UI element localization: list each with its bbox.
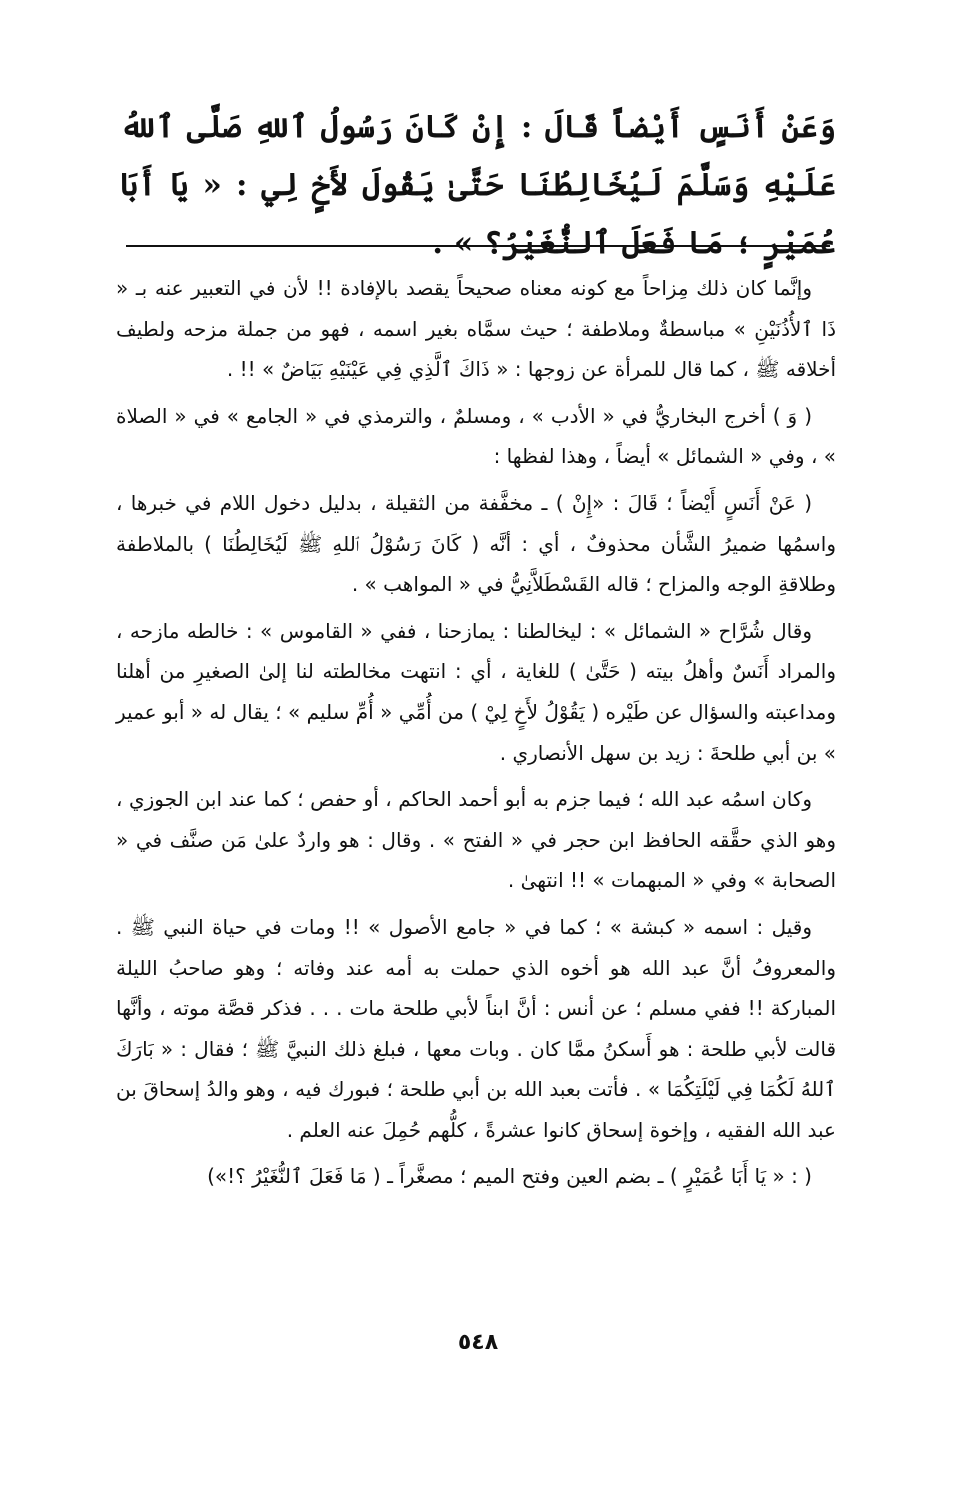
hadith-text: وَعَنْ أَنَسٍ أَيْضاً قَالَ : إِنْ كَانَ رَسُولُ ٱللهِ صَلَّى ٱللهُ عَلَيْهِ وَسَلَّمَ لَيُخَالِطُنَا حَتَّىٰ يَقُولَ لأَخٍ لِي : « يَا أَبَا عُمَيْرٍ ؛ مَا فَعَلَ ٱلنُّغَيْرُ؟ » . bbox=[120, 109, 836, 261]
commentary-paragraph: ( : « يَا أَبَا عُمَيْرٍ ) ـ بضم العين وفتح الميم ؛ مصغَّراً ـ ( مَا فَعَلَ ٱلنُّغَيْرُ ؟!») bbox=[207, 1164, 812, 1189]
commentary-paragraph: ( وَ ) أخرج البخاريُّ في « الأدب » ، ومسلمٌ ، والترمذي في « الجامع » في « الصلاة » ، وفي « الشمائل » أيضاً ، وهذا لفظها : bbox=[116, 403, 836, 469]
commentary-paragraph: وقال شُرَّاح « الشمائل » : ليخالطنا : يمازحنا ، ففي « القاموس » : خالطه مازحه ، والمراد أَنَسٌ وأهلُ بيته ( حَتَّىٰ ) للغاية ، أي : انتهت مخالطته لنا إلىٰ الصغيرِ من أهلنا ومداعبته والسؤال عن طَيْره ( يَقُوْلُ لأَخٍ لِيْ ) من أُمِّي « أُمِّ سليم » ؛ يقال له « أبو عمير » بن أبي طلحةَ : زيد بن سهل الأنصاري . bbox=[116, 618, 836, 765]
commentary-paragraph: وكان اسمُه عبد الله ؛ فيما جزم به أبو أحمد الحاكم ، أو حفص ؛ كما عند ابن الجوزي ، وهو الذي حقَّقه الحافظ ابن حجر في « الفتح » . وقال : هو واردٌ علىٰ مَن صنَّف في « الصحابة » وفي « المبهمات » !! انتهىٰ . bbox=[116, 787, 836, 893]
commentary-section bbox=[116, 268, 836, 1197]
footnote-divider bbox=[126, 245, 830, 247]
commentary-paragraph: ( عَنْ أَنَسٍ أَيْضاً ؛ قَالَ : «إِنْ ) ـ مخفَّفة من الثقيلة ، بدليل دخول اللام في خبرها ، واسمُها ضميرُ الشَّأن محذوفٌ ، أي : أنَّه ( كَانَ رَسُوْلُ ٱللهِ ﷺ لَيُخَالِطُنَا ) بالملاطفة وطلاقةِ الوجه والمزاح ؛ قاله القَسْطَلاَّنِيُّ في « المواهب » . bbox=[116, 490, 836, 597]
page-number: ٥٤٨ bbox=[457, 1330, 499, 1355]
commentary-paragraph: وقيل : اسمه « كبشة » ؛ كما في « جامع الأصول » !! ومات في حياة النبي ﷺ . والمعروفُ أنَّ عبد الله هو أخوه الذي حملت به أمه عند وفاته ؛ وهو صاحبُ الليلة المباركة !! ففي مسلم ؛ عن أنس : أنَّ ابناً لأبي طلحة مات . . . فذكر قصَّة موته ، وأنَّها قالت لأبي طلحة : هو أَسكنُ ممَّا كان . وبات معها ، فبلغ ذلك النبيَّ ﷺ ؛ فقال : « بَارَكَ ٱللهُ لَكُمَا فِي لَيْلَتِكُمَا » . فأتت بعبد الله بن أبي طلحة ؛ فبورك فيه ، وهو والدُ إسحاقَ بن عبد الله الفقيه ، وإخوة إسحاق كانوا عشرةً ، كلُّهم حُمِلَ عنه العلم . bbox=[116, 914, 836, 1142]
commentary-paragraph: وإنَّما كان ذلك مِزاحاً مع كونه معناه صحيحاً يقصد بالإفادة !! لأن في التعبير عنه بـ « ذَا ٱلأُذُنَيْنِ » مباسطةٌ وملاطفة ؛ حيث سمَّاه بغير اسمه ، فهو من جملة مزحه ولطيف أخلاقه ﷺ ، كما قال للمرأة عن زوجها : « ذَاكَ ٱلَّذِي فِي عَيْنَيْهِ بَيَاضٌ » !! . bbox=[116, 276, 836, 382]
